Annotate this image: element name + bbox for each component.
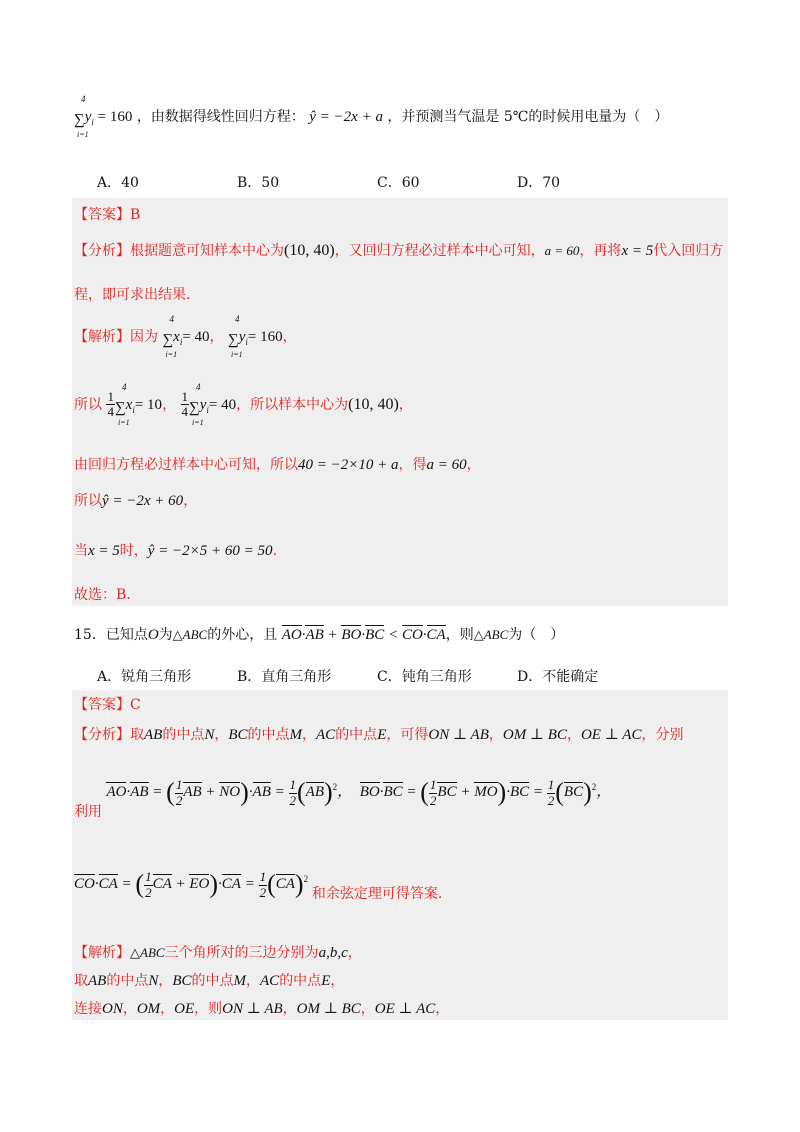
- q15-solution-line2: 取AB的中点N，BC的中点M，AC的中点E，: [74, 973, 345, 989]
- option-a: A．锐角三角形: [97, 669, 192, 685]
- q14-solution-line3: 由回归方程必过样本中心可知，所以40 = −2×10 + a，得a = 60，: [74, 457, 481, 473]
- q15-stem: 15．已知点O为△ABC的外心，且 AO·AB + BO·BC < CO·CA，则△ABC为（ ）: [74, 627, 565, 643]
- option-b: B．50: [237, 175, 280, 191]
- option-d: D．70: [517, 175, 561, 191]
- q15-options: [97, 666, 657, 686]
- q15-analysis-line2: 利用 AO·AB = ( $\frac{1}{2}$ AB + NO)·AB = $\frac{1}{2}$ (AB)$^2$， BO·BC = ( $\frac{1}{2}$ BC + MO)·BC = $\frac{1}{2}$ (BC)$^2$，: [74, 777, 612, 821]
- option-d: D．不能确定: [517, 669, 599, 685]
- option-a: A．40: [97, 175, 139, 191]
- q15-solution-line1: 【解析】△ABC三个角所对的三边分别为a,b,c，: [74, 945, 362, 961]
- q14-analysis-cont: 程，即可求出结果.: [74, 287, 191, 303]
- sigma-sum-y: ∑ 4 i=1: [74, 94, 89, 139]
- option-c: C．钝角三角形: [377, 669, 472, 685]
- q15-solution-line3: 连接ON，OM，OE，则ON ⊥ AB，OM ⊥ BC，OE ⊥ AC，: [74, 1001, 450, 1017]
- q14-analysis: 【分析】根据题意可知样本中心为(10, 40)，又回归方程必过样本中心可知，a = 60，再将x = 5代入回归方: [74, 242, 724, 259]
- q14-solution-line2: 所以 $\frac{1}{4}$ ∑ 4 i=1 $x_i= 10$， $\frac{1}{4}$ ∑ 4 i=1 $y_i= 40$，所以样本中心为(10, 40)，: [74, 381, 413, 427]
- q14-solution-line6: 故选：B.: [74, 587, 131, 603]
- option-c: C．60: [377, 175, 420, 191]
- option-b: B．直角三角形: [237, 669, 332, 685]
- q14-solution-line4: 所以ŷ = −2x + 60，: [74, 493, 198, 509]
- q14-stem: ∑ 4 i=1 $y_i = 160$ ，由数据得线性回归方程： ŷ = −2x + a ，并预测当气温是 5℃的时候用电量为（ ）: [74, 94, 669, 139]
- q14-options: [97, 172, 657, 192]
- q15-answer: 【答案】C: [74, 697, 141, 713]
- q14-solution-line5: 当x = 5时，ŷ = −2×5 + 60 = 50.: [74, 543, 278, 559]
- q14-answer: 【答案】B: [74, 207, 141, 223]
- q15-analysis-line3: CO·CA = ( $\frac{1}{2}$ CA + EO)·CA = $\frac{1}{2}$ (CA)$^2$ 和余弦定理可得答案.: [74, 869, 443, 903]
- q15-analysis-line1: 【分析】取AB的中点N，BC的中点M，AC的中点E，可得ON ⊥ AB，OM ⊥ BC，OE ⊥ AC，分别: [74, 727, 684, 743]
- q14-solution-line1: 【解析】因为 ∑ 4 i=1 $x_i= 40$， ∑ 4 i=1 $y_i= 160$，: [74, 314, 297, 359]
